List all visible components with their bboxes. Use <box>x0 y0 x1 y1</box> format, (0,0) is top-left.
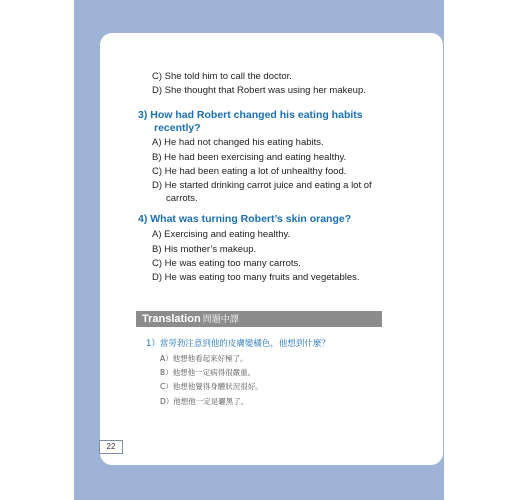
translation-question-1: 1）當勞勃注意到他的皮膚變橘色，他想到什麼？ <box>146 339 330 349</box>
translation-option-a: A）他想他看起來好極了。 <box>160 354 248 363</box>
translation-subtitle: 問題中譯 <box>202 315 239 325</box>
translation-header <box>142 312 239 327</box>
question-4-title: 4) What was turning Robert’s skin orange? <box>138 213 352 225</box>
q4-option-d: D) He was eating too many fruits and vegetables. <box>152 272 360 283</box>
q4-option-a: A) Exercising and eating healthy. <box>152 229 291 240</box>
page-number: 22 <box>99 440 123 454</box>
translation-title: Translation <box>142 313 201 325</box>
q4-option-c: C) He was eating too many carrots. <box>152 258 301 269</box>
translation-option-d: D）他想他一定是曬黑了。 <box>160 397 249 406</box>
question-3-line2: recently? <box>154 122 201 134</box>
translation-header-bar <box>136 311 382 327</box>
q3-option-a: A) He had not changed his eating habits. <box>152 137 324 148</box>
q3-option-d: D) He started drinking carrot juice and eating a lot of <box>152 180 372 191</box>
q3-option-c: C) He had been eating a lot of unhealthy food. <box>152 166 347 177</box>
option-prev-d: D) She thought that Robert was using her makeup. <box>152 85 366 96</box>
question-3-line1: 3) How had Robert changed his eating habits <box>138 109 363 121</box>
translation-option-c: C）他想他覺得身體狀況很好。 <box>160 382 263 391</box>
q3-option-d-cont: carrots. <box>166 193 198 204</box>
option-prev-c: C) She told him to call the doctor. <box>152 71 292 82</box>
q4-option-b: B) His mother’s makeup. <box>152 244 257 255</box>
translation-option-b: B）他想他一定病得很嚴重。 <box>160 368 256 377</box>
q3-option-b: B) He had been exercising and eating healthy. <box>152 152 347 163</box>
